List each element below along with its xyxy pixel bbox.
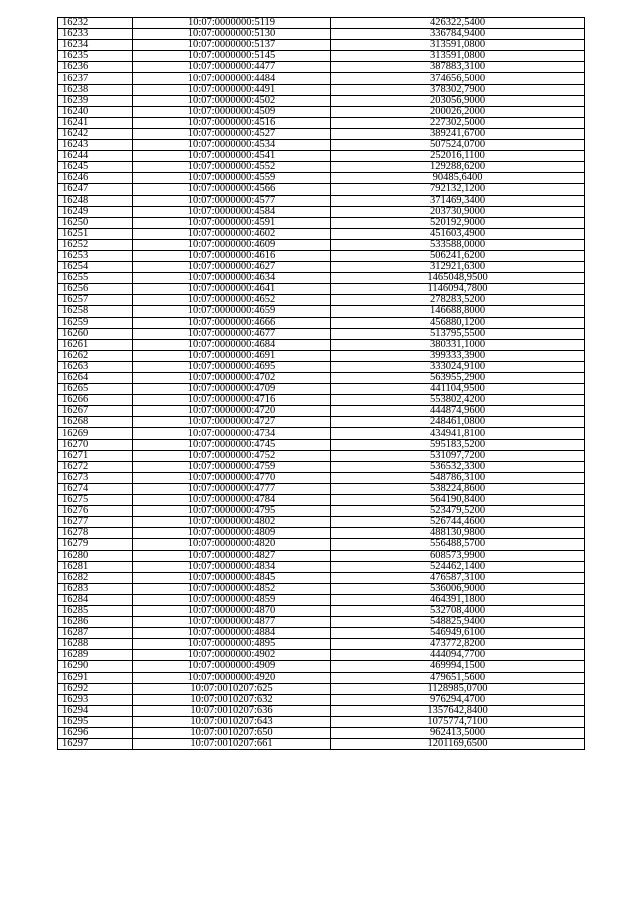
value-cell: 434941,8100 (331, 428, 585, 439)
value-cell: 563955,2900 (331, 373, 585, 384)
value-cell: 506241,6200 (331, 250, 585, 261)
cadastral-number-cell: 10:07:0000000:4734 (133, 428, 331, 439)
value-cell: 473772,8200 (331, 639, 585, 650)
cadastral-number-cell: 10:07:0010207:625 (133, 683, 331, 694)
cadastral-number-cell: 10:07:0000000:4516 (133, 117, 331, 128)
cadastral-number-cell: 10:07:0000000:4491 (133, 84, 331, 95)
row-number-cell: 16250 (58, 217, 133, 228)
table-row (58, 594, 585, 605)
cadastral-number-cell: 10:07:0000000:4802 (133, 517, 331, 528)
row-number-cell: 16274 (58, 483, 133, 494)
value-cell: 426322,5400 (331, 18, 585, 29)
row-number-cell: 16270 (58, 439, 133, 450)
table-row (58, 361, 585, 372)
row-number-cell: 16290 (58, 661, 133, 672)
row-number-cell: 16245 (58, 162, 133, 173)
table-row (58, 705, 585, 716)
table-row (58, 73, 585, 84)
table-row (58, 661, 585, 672)
table-row (58, 262, 585, 273)
cadastral-number-cell: 10:07:0000000:4784 (133, 495, 331, 506)
table-row (58, 428, 585, 439)
cadastral-number-cell: 10:07:0000000:4709 (133, 384, 331, 395)
row-number-cell: 16289 (58, 650, 133, 661)
table-row (58, 417, 585, 428)
cadastral-number-cell: 10:07:0010207:632 (133, 694, 331, 705)
table-body (58, 18, 585, 750)
row-number-cell: 16287 (58, 628, 133, 639)
row-number-cell: 16262 (58, 350, 133, 361)
value-cell: 546949,6100 (331, 628, 585, 639)
value-cell: 520192,9000 (331, 217, 585, 228)
table-row (58, 151, 585, 162)
value-cell: 371469,3400 (331, 195, 585, 206)
row-number-cell: 16243 (58, 140, 133, 151)
cadastral-number-cell: 10:07:0000000:5145 (133, 51, 331, 62)
value-cell: 536532,3300 (331, 461, 585, 472)
table-row (58, 528, 585, 539)
row-number-cell: 16254 (58, 262, 133, 273)
row-number-cell: 16240 (58, 106, 133, 117)
cadastral-number-cell: 10:07:0010207:661 (133, 739, 331, 750)
row-number-cell: 16244 (58, 151, 133, 162)
table-row (58, 728, 585, 739)
cadastral-number-cell: 10:07:0000000:4684 (133, 339, 331, 350)
table-row (58, 628, 585, 639)
value-cell: 564190,8400 (331, 495, 585, 506)
cadastral-number-cell: 10:07:0000000:4659 (133, 306, 331, 317)
value-cell: 312921,6300 (331, 262, 585, 273)
table-row (58, 683, 585, 694)
value-cell: 1128985,0700 (331, 683, 585, 694)
value-cell: 248461,0800 (331, 417, 585, 428)
row-number-cell: 16279 (58, 539, 133, 550)
row-number-cell: 16255 (58, 273, 133, 284)
cadastral-number-cell: 10:07:0000000:4820 (133, 539, 331, 550)
cadastral-number-cell: 10:07:0000000:4716 (133, 395, 331, 406)
cadastral-number-cell: 10:07:0000000:4534 (133, 140, 331, 151)
row-number-cell: 16232 (58, 18, 133, 29)
cadastral-number-cell: 10:07:0000000:4845 (133, 572, 331, 583)
cadastral-number-cell: 10:07:0000000:4834 (133, 561, 331, 572)
table-row (58, 40, 585, 51)
value-cell: 313591,0800 (331, 40, 585, 51)
cadastral-number-cell: 10:07:0000000:4877 (133, 617, 331, 628)
cadastral-number-cell: 10:07:0000000:4777 (133, 483, 331, 494)
value-cell: 1146094,7800 (331, 284, 585, 295)
row-number-cell: 16239 (58, 95, 133, 106)
value-cell: 227302,5000 (331, 117, 585, 128)
table-row (58, 439, 585, 450)
cadastral-number-cell: 10:07:0000000:4752 (133, 450, 331, 461)
value-cell: 524462,1400 (331, 561, 585, 572)
cadastral-number-cell: 10:07:0000000:4502 (133, 95, 331, 106)
row-number-cell: 16261 (58, 339, 133, 350)
row-number-cell: 16286 (58, 617, 133, 628)
value-cell: 1465048,9500 (331, 273, 585, 284)
value-cell: 444094,7700 (331, 650, 585, 661)
table-row (58, 617, 585, 628)
row-number-cell: 16247 (58, 184, 133, 195)
table-row (58, 217, 585, 228)
table-row (58, 29, 585, 40)
row-number-cell: 16258 (58, 306, 133, 317)
cadastral-number-cell: 10:07:0000000:4895 (133, 639, 331, 650)
value-cell: 146688,8000 (331, 306, 585, 317)
cadastral-number-cell: 10:07:0000000:5119 (133, 18, 331, 29)
table-row (58, 395, 585, 406)
cadastral-number-cell: 10:07:0000000:4720 (133, 406, 331, 417)
value-cell: 533588,0000 (331, 239, 585, 250)
row-number-cell: 16249 (58, 206, 133, 217)
cadastral-number-cell: 10:07:0000000:4577 (133, 195, 331, 206)
cadastral-number-cell: 10:07:0000000:4584 (133, 206, 331, 217)
table-row (58, 128, 585, 139)
table-row (58, 184, 585, 195)
value-cell: 1201169,6500 (331, 739, 585, 750)
value-cell: 444874,9600 (331, 406, 585, 417)
cadastral-number-cell: 10:07:0000000:4677 (133, 328, 331, 339)
cadastral-number-cell: 10:07:0010207:643 (133, 716, 331, 727)
cadastral-number-cell: 10:07:0000000:4509 (133, 106, 331, 117)
value-cell: 389241,6700 (331, 128, 585, 139)
cadastral-number-cell: 10:07:0000000:4477 (133, 62, 331, 73)
table-row (58, 350, 585, 361)
cadastral-number-cell: 10:07:0000000:4884 (133, 628, 331, 639)
table-row (58, 384, 585, 395)
cadastral-number-cell: 10:07:0000000:4591 (133, 217, 331, 228)
value-cell: 336784,9400 (331, 29, 585, 40)
row-number-cell: 16291 (58, 672, 133, 683)
table-row (58, 62, 585, 73)
cadastral-number-cell: 10:07:0010207:636 (133, 705, 331, 716)
row-number-cell: 16285 (58, 605, 133, 616)
row-number-cell: 16275 (58, 495, 133, 506)
cadastral-number-cell: 10:07:0000000:4852 (133, 583, 331, 594)
row-number-cell: 16259 (58, 317, 133, 328)
value-cell: 374656,5000 (331, 73, 585, 84)
cadastral-number-cell: 10:07:0000000:4484 (133, 73, 331, 84)
value-cell: 553802,4200 (331, 395, 585, 406)
table-row (58, 18, 585, 29)
value-cell: 792132,1200 (331, 184, 585, 195)
table-row (58, 639, 585, 650)
table-row (58, 716, 585, 727)
value-cell: 513795,5500 (331, 328, 585, 339)
table-row (58, 561, 585, 572)
table-row (58, 583, 585, 594)
table-row (58, 495, 585, 506)
table-row (58, 406, 585, 417)
cadastral-number-cell: 10:07:0000000:4727 (133, 417, 331, 428)
row-number-cell: 16264 (58, 373, 133, 384)
cadastral-number-cell: 10:07:0000000:4759 (133, 461, 331, 472)
cadastral-number-cell: 10:07:0000000:4641 (133, 284, 331, 295)
cadastral-number-cell: 10:07:0000000:4920 (133, 672, 331, 683)
row-number-cell: 16288 (58, 639, 133, 650)
table-row (58, 572, 585, 583)
row-number-cell: 16267 (58, 406, 133, 417)
value-cell: 488130,9800 (331, 528, 585, 539)
table-row (58, 273, 585, 284)
row-number-cell: 16266 (58, 395, 133, 406)
value-cell: 526744,4600 (331, 517, 585, 528)
value-cell: 962413,5000 (331, 728, 585, 739)
table-row (58, 95, 585, 106)
value-cell: 252016,1100 (331, 151, 585, 162)
table-row (58, 206, 585, 217)
row-number-cell: 16248 (58, 195, 133, 206)
row-number-cell: 16297 (58, 739, 133, 750)
table-row (58, 339, 585, 350)
cadastral-number-cell: 10:07:0000000:4541 (133, 151, 331, 162)
table-row (58, 106, 585, 117)
data-table (57, 17, 585, 750)
table-row (58, 250, 585, 261)
table-row (58, 694, 585, 705)
row-number-cell: 16242 (58, 128, 133, 139)
value-cell: 556488,5700 (331, 539, 585, 550)
value-cell: 278283,5200 (331, 295, 585, 306)
row-number-cell: 16277 (58, 517, 133, 528)
row-number-cell: 16295 (58, 716, 133, 727)
value-cell: 595183,5200 (331, 439, 585, 450)
table-row (58, 228, 585, 239)
cadastral-number-cell: 10:07:0010207:650 (133, 728, 331, 739)
row-number-cell: 16269 (58, 428, 133, 439)
cadastral-number-cell: 10:07:0000000:4870 (133, 605, 331, 616)
row-number-cell: 16246 (58, 173, 133, 184)
cadastral-number-cell: 10:07:0000000:4666 (133, 317, 331, 328)
table-row (58, 306, 585, 317)
table-row (58, 295, 585, 306)
value-cell: 976294,4700 (331, 694, 585, 705)
value-cell: 548825,9400 (331, 617, 585, 628)
value-cell: 387883,3100 (331, 62, 585, 73)
cadastral-number-cell: 10:07:0000000:4652 (133, 295, 331, 306)
table-row (58, 84, 585, 95)
row-number-cell: 16234 (58, 40, 133, 51)
row-number-cell: 16265 (58, 384, 133, 395)
row-number-cell: 16268 (58, 417, 133, 428)
row-number-cell: 16237 (58, 73, 133, 84)
row-number-cell: 16236 (58, 62, 133, 73)
value-cell: 479651,5600 (331, 672, 585, 683)
row-number-cell: 16241 (58, 117, 133, 128)
table-row (58, 450, 585, 461)
table-row (58, 117, 585, 128)
row-number-cell: 16284 (58, 594, 133, 605)
row-number-cell: 16293 (58, 694, 133, 705)
value-cell: 531097,7200 (331, 450, 585, 461)
table-row (58, 317, 585, 328)
value-cell: 532708,4000 (331, 605, 585, 616)
row-number-cell: 16271 (58, 450, 133, 461)
table-row (58, 739, 585, 750)
cadastral-number-cell: 10:07:0000000:4559 (133, 173, 331, 184)
value-cell: 380331,1000 (331, 339, 585, 350)
row-number-cell: 16281 (58, 561, 133, 572)
row-number-cell: 16273 (58, 472, 133, 483)
value-cell: 464391,1800 (331, 594, 585, 605)
table-row (58, 672, 585, 683)
value-cell: 476587,3100 (331, 572, 585, 583)
value-cell: 90485,6400 (331, 173, 585, 184)
cadastral-number-cell: 10:07:0000000:5137 (133, 40, 331, 51)
table-row (58, 173, 585, 184)
value-cell: 523479,5200 (331, 506, 585, 517)
table-row (58, 506, 585, 517)
cadastral-number-cell: 10:07:0000000:4602 (133, 228, 331, 239)
cadastral-number-cell: 10:07:0000000:4527 (133, 128, 331, 139)
table-row (58, 539, 585, 550)
row-number-cell: 16233 (58, 29, 133, 40)
value-cell: 1075774,7100 (331, 716, 585, 727)
cadastral-number-cell: 10:07:0000000:4627 (133, 262, 331, 273)
table-row (58, 373, 585, 384)
table-row (58, 472, 585, 483)
value-cell: 129288,6200 (331, 162, 585, 173)
table-row (58, 650, 585, 661)
value-cell: 313591,0800 (331, 51, 585, 62)
cadastral-number-cell: 10:07:0000000:4827 (133, 550, 331, 561)
row-number-cell: 16280 (58, 550, 133, 561)
value-cell: 399333,3900 (331, 350, 585, 361)
table-row (58, 605, 585, 616)
value-cell: 538224,8600 (331, 483, 585, 494)
value-cell: 469994,1500 (331, 661, 585, 672)
value-cell: 451603,4900 (331, 228, 585, 239)
row-number-cell: 16235 (58, 51, 133, 62)
row-number-cell: 16263 (58, 361, 133, 372)
row-number-cell: 16283 (58, 583, 133, 594)
row-number-cell: 16296 (58, 728, 133, 739)
cadastral-number-cell: 10:07:0000000:4616 (133, 250, 331, 261)
cadastral-number-cell: 10:07:0000000:4809 (133, 528, 331, 539)
row-number-cell: 16253 (58, 250, 133, 261)
cadastral-number-cell: 10:07:0000000:4770 (133, 472, 331, 483)
row-number-cell: 16294 (58, 705, 133, 716)
cadastral-number-cell: 10:07:0000000:4691 (133, 350, 331, 361)
table-row (58, 483, 585, 494)
value-cell: 333024,9100 (331, 361, 585, 372)
cadastral-number-cell: 10:07:0000000:4902 (133, 650, 331, 661)
value-cell: 203730,9000 (331, 206, 585, 217)
table-row (58, 550, 585, 561)
table-row (58, 195, 585, 206)
row-number-cell: 16257 (58, 295, 133, 306)
cadastral-number-cell: 10:07:0000000:4909 (133, 661, 331, 672)
row-number-cell: 16282 (58, 572, 133, 583)
cadastral-number-cell: 10:07:0000000:4552 (133, 162, 331, 173)
row-number-cell: 16278 (58, 528, 133, 539)
table-row (58, 517, 585, 528)
value-cell: 536006,9000 (331, 583, 585, 594)
cadastral-number-cell: 10:07:0000000:4795 (133, 506, 331, 517)
cadastral-number-cell: 10:07:0000000:4609 (133, 239, 331, 250)
row-number-cell: 16260 (58, 328, 133, 339)
value-cell: 203056,9000 (331, 95, 585, 106)
table-row (58, 328, 585, 339)
cadastral-number-cell: 10:07:0000000:4695 (133, 361, 331, 372)
value-cell: 200026,2000 (331, 106, 585, 117)
cadastral-number-cell: 10:07:0000000:4566 (133, 184, 331, 195)
table-row (58, 140, 585, 151)
row-number-cell: 16252 (58, 239, 133, 250)
table-row (58, 162, 585, 173)
value-cell: 548786,3100 (331, 472, 585, 483)
value-cell: 456880,1200 (331, 317, 585, 328)
table-row (58, 51, 585, 62)
value-cell: 507524,0700 (331, 140, 585, 151)
value-cell: 608573,9900 (331, 550, 585, 561)
cadastral-number-cell: 10:07:0000000:4745 (133, 439, 331, 450)
row-number-cell: 16238 (58, 84, 133, 95)
row-number-cell: 16251 (58, 228, 133, 239)
table-row (58, 461, 585, 472)
value-cell: 378302,7900 (331, 84, 585, 95)
row-number-cell: 16276 (58, 506, 133, 517)
row-number-cell: 16292 (58, 683, 133, 694)
cadastral-number-cell: 10:07:0000000:4634 (133, 273, 331, 284)
value-cell: 441104,9500 (331, 384, 585, 395)
table-row (58, 284, 585, 295)
cadastral-number-cell: 10:07:0000000:5130 (133, 29, 331, 40)
cadastral-number-cell: 10:07:0000000:4702 (133, 373, 331, 384)
value-cell: 1357642,8400 (331, 705, 585, 716)
row-number-cell: 16272 (58, 461, 133, 472)
table-row (58, 239, 585, 250)
cadastral-number-cell: 10:07:0000000:4859 (133, 594, 331, 605)
row-number-cell: 16256 (58, 284, 133, 295)
